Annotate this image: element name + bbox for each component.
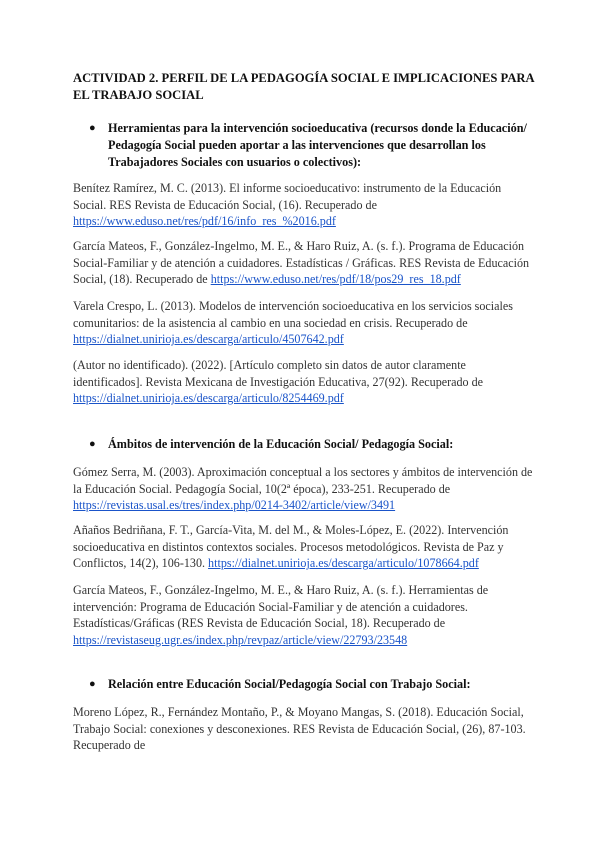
reference-text: García Mateos, F., González-Ingelmo, M. E., & Haro Ruiz, A. (s. f.). Programa de Educación Social-Familiar y de atención a cuidadores. Estadísticas / Gráficas. RES Revista de Educación Social, (18). Recuperado de xyxy=(73,239,530,287)
reference-text: Benítez Ramírez, M. C. (2013). El informe socioeducativo: instrumento de la Educación Social. RES Revista de Educación Social, (16). Recuperado de xyxy=(73,181,502,212)
reference-text: Gómez Serra, M. (2003). Aproximación conceptual a los sectores y ámbitos de intervención de la Educación Social. Pedagogía Social, 10(2ª época), 233-251. Recuperado de xyxy=(73,465,533,496)
reference-entry xyxy=(73,357,535,407)
bullet-icon: ● xyxy=(89,122,96,134)
reference-link[interactable]: https://revistas.usal.es/tres/index.php/0214-3402/article/view/3491 xyxy=(73,498,396,513)
reference-link[interactable]: https://www.eduso.net/res/pdf/18/pos29_res_18.pdf xyxy=(210,272,461,287)
reference-text: (Autor no identificado). (2022). [Artículo completo sin datos de autor claramente identificados]. Revista Mexicana de Investigación Educativa, 27(92). Recuperado de xyxy=(73,358,484,389)
reference-entry xyxy=(73,298,535,348)
reference-link[interactable]: https://dialnet.unirioja.es/descarga/articulo/1078664.pdf xyxy=(208,556,479,571)
section-heading-text: Ámbitos de intervención de la Educación Social/ Pedagogía Social: xyxy=(108,437,454,451)
reference-link[interactable]: https://www.eduso.net/res/pdf/16/info_res_%2016.pdf xyxy=(73,214,336,229)
bullet-icon: ● xyxy=(89,678,96,690)
reference-text: García Mateos, F., González-Ingelmo, M. E., & Haro Ruiz, A. (s. f.). Herramientas de intervención: Programa de Educación Social-Familiar y de atención a cuidadores. Estadísticas/Gráficas (RES Revista de Educación Social, 18). Recuperado de xyxy=(73,583,489,631)
page-title: ACTIVIDAD 2. PERFIL DE LA PEDAGOGÍA SOCIAL E IMPLICACIONES PARA EL TRABAJO SOCIAL xyxy=(73,71,534,102)
reference-entry xyxy=(73,180,535,230)
section-heading-text: Herramientas para la intervención socioeducativa (recursos donde la Educación/ Pedagogía Social pueden aportar a las intervenciones que desarrollan los Trabajadores Sociales con usuarios o colectivos): xyxy=(108,121,527,169)
reference-entry xyxy=(73,522,535,572)
section-heading-herramientas xyxy=(89,120,549,171)
reference-text: Moreno López, R., Fernández Montaño, P., & Moyano Mangas, S. (2018). Educación Social, Trabajo Social: conexiones y desconexiones. RES Revista de Educación Social, (26), 87-103. Recuperado de xyxy=(73,705,526,753)
section-heading-relacion xyxy=(89,676,549,693)
reference-text: Varela Crespo, L. (2013). Modelos de intervención socioeducativa en los servicios sociales comunitarios: de la asistencia al cambio en una sociedad en crisis. Recuperado de xyxy=(73,299,513,330)
section-heading-ambitos xyxy=(89,436,549,453)
reference-link[interactable]: https://dialnet.unirioja.es/descarga/articulo/8254469.pdf xyxy=(73,391,344,406)
reference-entry xyxy=(73,582,535,648)
reference-entry xyxy=(73,238,535,288)
reference-link[interactable]: https://dialnet.unirioja.es/descarga/articulo/4507642.pdf xyxy=(73,332,344,347)
reference-text: Añaños Bedriñana, F. T., García-Vita, M. del M., & Moles-López, E. (2022). Intervención socioeducativa en distintos contextos sociales. Procesos metodológicos. Revista de Paz y Conflictos, 14(2), 106-130. xyxy=(73,523,509,571)
bullet-icon: ● xyxy=(89,438,96,450)
section-heading-text: Relación entre Educación Social/Pedagogía Social con Trabajo Social: xyxy=(108,677,471,691)
reference-entry xyxy=(73,704,535,754)
reference-link[interactable]: https://revistaseug.ugr.es/index.php/revpaz/article/view/22793/23548 xyxy=(73,632,408,647)
reference-entry xyxy=(73,464,535,514)
